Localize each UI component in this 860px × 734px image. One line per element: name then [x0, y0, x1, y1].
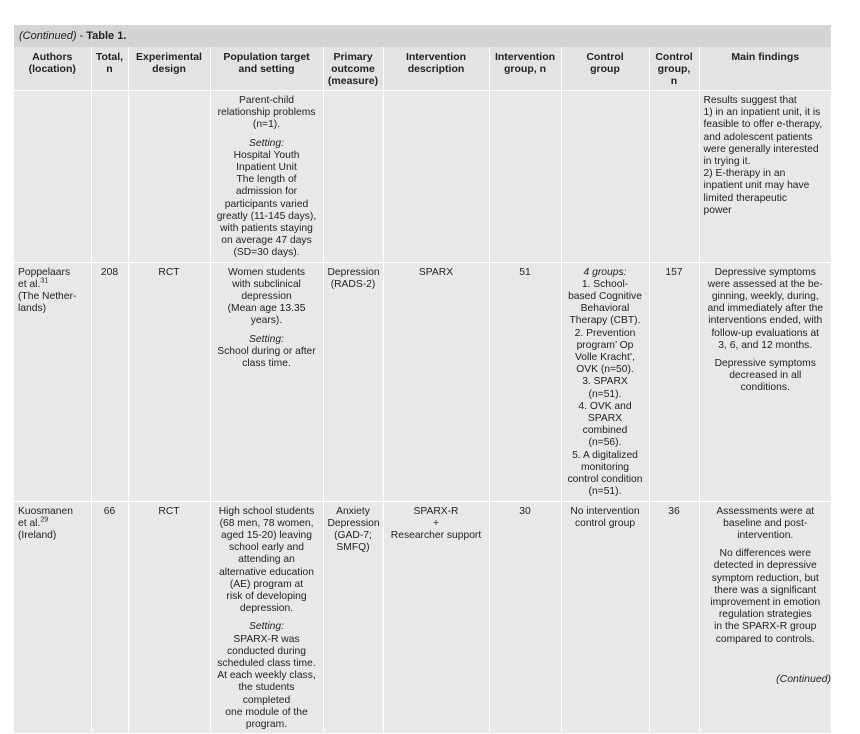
cell-paragraph: [704, 95, 828, 217]
cell-line: Therapy (CBT).: [569, 315, 641, 327]
column-header: [128, 47, 210, 91]
cell-line: the students completed: [238, 682, 295, 706]
population-cell: [210, 91, 323, 263]
cell-line: years).: [250, 315, 283, 327]
cell-line: with subclinical: [232, 278, 301, 290]
cell-line: intervention.: [737, 529, 794, 541]
cell-line: 1. School-: [581, 278, 629, 290]
cell-line: Researcher support: [390, 529, 482, 541]
table-row: [14, 262, 831, 501]
cell-paragraph: [215, 267, 319, 328]
cell-line: Behavioral: [580, 303, 630, 315]
cell-line: follow-up evaluations at: [711, 327, 820, 339]
cell-line: (AE) program at: [229, 578, 304, 590]
cell-line: 2. Prevention: [574, 327, 636, 339]
cell-line: school early and: [229, 542, 304, 554]
cell-line: decreased in all conditions.: [729, 370, 802, 394]
cell-line: 2) E-therapy in an: [703, 168, 786, 180]
column-header-line: Total,: [95, 51, 124, 63]
cell-line: 4 groups:: [583, 266, 627, 278]
column-header: [210, 47, 323, 91]
cell-paragraph: [215, 334, 319, 371]
total-cell: [91, 91, 128, 263]
cell-line: inpatient unit may have: [703, 180, 810, 192]
cell-line: Volle Kracht’,: [574, 352, 636, 364]
column-header-line: group: [590, 63, 620, 75]
column-header-line: description: [407, 63, 465, 75]
cell-paragraph: [215, 138, 319, 260]
cell-line: were assessed at the be-: [707, 278, 823, 290]
population-cell: [210, 262, 323, 501]
cell-line: improvement in emotion: [710, 596, 821, 608]
control-group-cell: [561, 262, 649, 501]
cell-line: No intervention: [570, 505, 640, 517]
column-header: [14, 47, 91, 91]
cell-line: (GAD-7;: [334, 529, 372, 541]
cell-paragraph: [215, 621, 319, 731]
column-header-line: (location): [28, 63, 76, 75]
caption-title: Table 1.: [86, 30, 127, 42]
column-header-line: n: [106, 63, 113, 75]
control-group-cell: [561, 91, 649, 263]
cell-line: compared to controls.: [715, 633, 815, 645]
table-container: [14, 25, 831, 734]
cell-line: 3. SPARX (n=51).: [582, 376, 628, 400]
cell-paragraph: [704, 358, 828, 395]
column-header-line: and setting: [238, 63, 295, 75]
cell-line: regulation strategies: [718, 609, 812, 621]
authors-line: [18, 279, 87, 291]
cell-line: Depression: [327, 266, 380, 278]
cell-line: 4. OVK and: [578, 400, 632, 412]
cell-line: risk of developing: [226, 590, 307, 602]
cell-line: No differences were: [719, 548, 811, 560]
outcome-cell: [323, 262, 383, 501]
authors-line: [18, 267, 87, 279]
cell-line: class time.: [242, 358, 291, 370]
cell-line: relationship problems: [217, 107, 316, 119]
cell-line: Setting:: [249, 333, 284, 345]
cell-line: depression.: [239, 603, 294, 615]
cell-line: OVK (n=50).: [576, 364, 634, 376]
cell-line: program’ Op: [576, 339, 634, 351]
caption-continued: (Continued): [19, 30, 77, 42]
cell-line: interventions ended, with: [708, 315, 823, 327]
cell-paragraph: [704, 267, 828, 352]
column-header: [489, 47, 561, 91]
cell-line: +: [432, 517, 439, 529]
cell-line: Inpatient Unit: [236, 162, 297, 174]
cell-line: and immediately after the: [707, 303, 824, 315]
cell-line: ginning, weekly, during,: [711, 291, 819, 303]
cell-line: symptom reduction, but: [711, 572, 819, 584]
column-header-line: n: [670, 75, 678, 87]
outcome-cell: [323, 91, 383, 263]
cell-line: Depressive symptoms: [714, 358, 816, 370]
cell-line: SPARX: [418, 266, 454, 278]
cell-line: admission for: [235, 186, 298, 198]
cell-line: School during or after: [217, 345, 316, 357]
cell-line: there was a significant: [714, 584, 817, 596]
cell-line: At each weekly class,: [217, 670, 316, 682]
cell-paragraph: [215, 506, 319, 616]
cell-line: control group: [574, 517, 636, 529]
cell-line: with patients staying: [220, 223, 313, 235]
cell-line: SPARX-R was: [233, 633, 300, 645]
cell-line: SMFQ): [336, 542, 370, 554]
cell-paragraph: [215, 95, 319, 132]
authors-cell: [14, 91, 91, 263]
intervention-n-cell: [489, 91, 561, 263]
intervention-cell: [383, 91, 489, 263]
cell-line: (n=56).: [588, 437, 622, 449]
cell-line: participants varied: [224, 198, 309, 210]
authors-text: (Ireland): [18, 529, 57, 541]
column-header-line: Control: [655, 51, 693, 63]
cell-line: 5. A digitalized: [572, 449, 638, 461]
column-header-line: design: [152, 63, 186, 75]
cell-line: Assessments were at: [716, 505, 815, 517]
cell-line: were generally interested: [703, 143, 819, 155]
authors-text: et al.: [18, 517, 41, 529]
findings-cell: [699, 91, 831, 263]
cell-line: based Cognitive: [568, 291, 642, 303]
authors-text: Poppelaars: [18, 266, 71, 278]
design-cell: RCT: [128, 262, 210, 501]
cell-line: (RADS-2): [330, 278, 376, 290]
cell-line: in trying it.: [703, 156, 751, 168]
column-header-line: Experimental: [136, 51, 202, 63]
table-caption: [14, 25, 831, 47]
cell-line: Setting:: [249, 137, 284, 149]
column-header-line: Main findings: [731, 51, 800, 63]
findings-cell: [699, 262, 831, 501]
column-header: [323, 47, 383, 91]
table-body: [14, 91, 831, 734]
cell-line: attending an: [238, 554, 295, 566]
authors-line: [18, 291, 87, 303]
cell-line: one module of the: [225, 706, 308, 718]
column-header-line: (measure): [327, 75, 379, 87]
cell-line: control condition: [567, 474, 643, 486]
column-header-line: group, n: [504, 63, 546, 75]
authors-line: [18, 518, 87, 530]
cell-line: Parent-child: [239, 95, 294, 106]
cell-paragraph: [704, 506, 828, 543]
continued-footer: (Continued): [776, 673, 831, 685]
design-cell: [128, 91, 210, 263]
cell-line: Women students: [227, 266, 306, 278]
cell-line: greatly (11-145 days),: [216, 210, 317, 222]
cell-line: SPARX-R: [413, 505, 459, 517]
authors-text: lands): [18, 303, 47, 315]
cell-line: 1) in an inpatient unit, it is: [703, 107, 821, 119]
studies-table: [14, 47, 831, 734]
cell-line: (68 men, 78 women,: [219, 517, 314, 529]
cell-line: on average 47 days: [221, 235, 312, 247]
column-header-line: Population target: [223, 51, 310, 63]
cell-line: scheduled class time.: [217, 657, 316, 669]
authors-text: et al.: [18, 278, 41, 290]
cell-line: Depression: [327, 517, 380, 529]
column-header: [649, 47, 699, 91]
cell-line: limited therapeutic: [703, 192, 788, 204]
total-cell: 66: [91, 501, 128, 734]
design-cell: RCT: [128, 501, 210, 734]
column-header-line: Intervention: [494, 51, 556, 63]
cell-line: (Mean age 13.35: [227, 303, 306, 315]
column-header-line: Authors: [32, 51, 73, 63]
cell-line: monitoring: [580, 461, 630, 473]
column-header: [699, 47, 831, 91]
reference-number: 29: [40, 516, 49, 524]
cell-line: detected in depressive: [713, 560, 817, 572]
cell-line: program.: [245, 718, 288, 730]
header-row: [14, 47, 831, 91]
column-header-line: Intervention: [405, 51, 467, 63]
cell-line: (SD=30 days).: [233, 247, 300, 259]
caption-separator: -: [76, 30, 87, 42]
total-cell: 208: [91, 262, 128, 501]
authors-line: [18, 303, 87, 315]
cell-paragraph: [704, 548, 828, 646]
authors-line: [18, 530, 87, 542]
column-header-line: Primary: [333, 51, 373, 63]
table-row: [14, 91, 831, 263]
column-header-line: Control: [586, 51, 624, 63]
intervention-n-cell: 30: [489, 501, 561, 734]
cell-line: Anxiety: [336, 505, 370, 517]
control-n-cell: [649, 91, 699, 263]
authors-text: Kuosmanen: [18, 505, 73, 517]
reference-number: 31: [40, 277, 49, 285]
column-header: [91, 47, 128, 91]
cell-line: power: [703, 204, 732, 216]
cell-line: High school students: [218, 505, 315, 517]
column-header: [383, 47, 489, 91]
column-header: [561, 47, 649, 91]
cell-line: and adolescent patients: [703, 131, 813, 143]
cell-line: SPARX combined: [582, 413, 628, 437]
intervention-cell: [383, 262, 489, 501]
cell-line: Depressive symptoms: [714, 266, 816, 278]
column-header-line: group,: [657, 63, 691, 75]
cell-line: in the SPARX-R group: [714, 621, 817, 633]
control-n-cell: 157: [649, 262, 699, 501]
cell-line: Hospital Youth: [233, 149, 300, 161]
cell-line: depression: [241, 291, 292, 303]
cell-line: aged 15-20) leaving: [220, 529, 313, 541]
cell-line: alternative education: [218, 566, 315, 578]
cell-line: baseline and post-: [723, 517, 808, 529]
cell-line: (n=51).: [588, 486, 622, 498]
cell-line: conducted during: [226, 645, 306, 657]
authors-line: [18, 506, 87, 518]
column-header-line: outcome: [331, 63, 375, 75]
cell-line: (n=1).: [252, 119, 281, 131]
cell-line: Setting:: [249, 621, 284, 633]
cell-line: feasible to offer e-therapy,: [703, 119, 823, 131]
cell-line: Results suggest that: [703, 95, 797, 106]
authors-text: (The Nether-: [18, 291, 77, 303]
cell-line: The length of: [236, 174, 297, 186]
intervention-n-cell: 51: [489, 262, 561, 501]
control-n-cell: 36: [649, 501, 699, 734]
cell-line: 3, 6, and 12 months.: [718, 339, 813, 351]
authors-cell: [14, 262, 91, 501]
